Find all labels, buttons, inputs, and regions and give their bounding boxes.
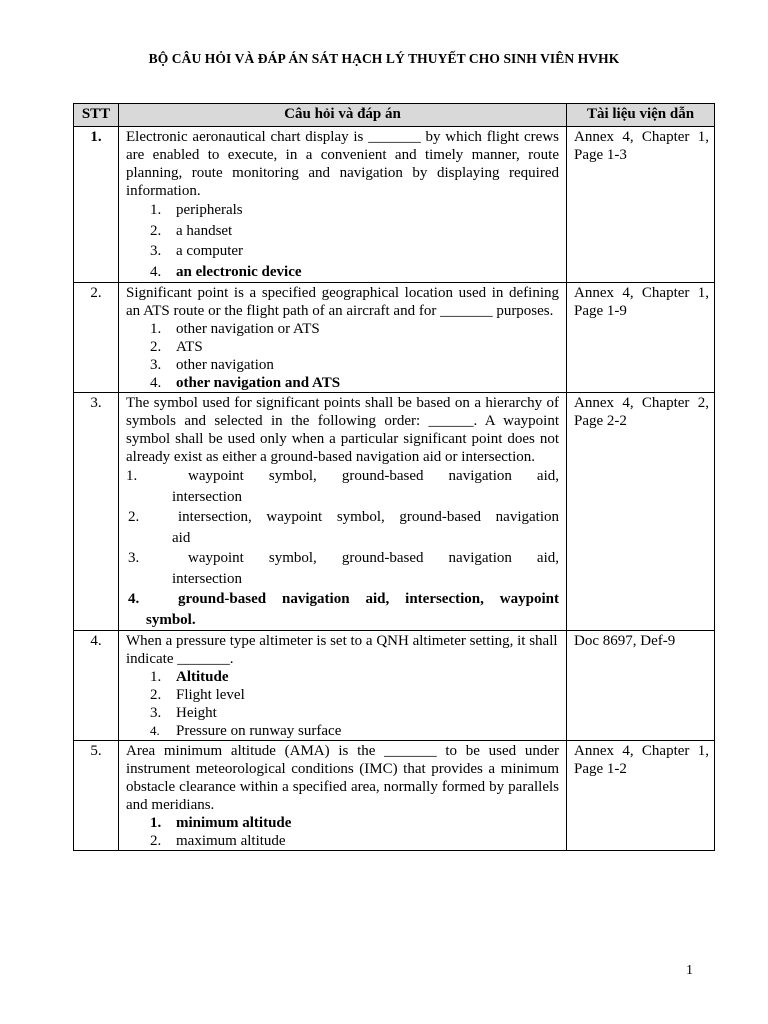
question-cell	[119, 283, 567, 393]
question-text: When a pressure type altimeter is set to a QNH altimeter setting, it shall indicate _______.	[126, 633, 558, 667]
answer-option: 2. a handset	[150, 222, 233, 239]
header-reference: Tài liệu viện dẫn	[567, 104, 715, 127]
row-number: 3.	[74, 393, 119, 631]
table-row	[74, 631, 715, 741]
question-table	[73, 103, 715, 851]
answer-option-correct: 1. minimum altitude	[150, 815, 292, 831]
table-header-row	[74, 104, 715, 127]
document-title: BỘ CÂU HỎI VÀ ĐÁP ÁN SÁT HẠCH LÝ THUYẾT CHO SINH VIÊN HVHK	[148, 51, 620, 66]
answer-option: 4. Pressure on runway surface	[150, 723, 342, 739]
row-number: 4.	[74, 631, 119, 741]
answer-option: 2. intersection, waypoint symbol, ground-based navigation aid	[128, 509, 559, 546]
table-row	[74, 283, 715, 393]
answer-option-correct: 4. ground-based navigation aid, intersection, waypoint symbol.	[128, 591, 559, 628]
answer-option: 1. peripherals	[150, 202, 243, 218]
answer-option: 2. ATS	[150, 339, 203, 355]
answer-option: 1. waypoint symbol, ground-based navigation aid, intersection	[126, 468, 559, 505]
reference-cell	[567, 393, 715, 631]
reference-cell	[567, 283, 715, 393]
answer-options	[126, 466, 559, 630]
answer-option: 2. maximum altitude	[150, 833, 286, 849]
question-text: The symbol used for significant points shall be based on a hierarchy of symbols and selected in the following order: ______. A waypoint symbol shall be used only when a particular significant point does not already exist as either a ground-based navigation aid or intersection.	[126, 395, 559, 465]
row-number: 5.	[74, 741, 119, 851]
reference-text: Annex 4, Chapter 1, Page 1-9	[574, 285, 709, 319]
answer-options	[126, 200, 559, 282]
question-text: Significant point is a specified geographical location used in defining an ATS route or the flight path of an aircraft and for _______ purposes.	[126, 285, 559, 319]
answer-option-correct: 4. an electronic device	[150, 263, 302, 280]
answer-option: 2. Flight level	[150, 687, 245, 703]
table-row	[74, 393, 715, 631]
reference-text: Annex 4, Chapter 2, Page 2-2	[574, 395, 709, 429]
question-cell	[119, 393, 567, 631]
table-row	[74, 741, 715, 851]
header-stt: STT	[74, 104, 119, 127]
question-cell	[119, 631, 567, 741]
row-number: 1.	[74, 127, 119, 283]
row-number: 2.	[74, 283, 119, 393]
answer-option-correct: 4. other navigation and ATS	[150, 375, 341, 391]
reference-text: Doc 8697, Def-9	[574, 633, 676, 649]
question-cell	[119, 741, 567, 851]
answer-option: 3. other navigation	[150, 357, 274, 373]
answer-option: 3. waypoint symbol, ground-based navigation aid, intersection	[128, 550, 559, 587]
answer-option: 1. other navigation or ATS	[150, 321, 320, 337]
reference-cell	[567, 741, 715, 851]
reference-text: Annex 4, Chapter 1, Page 1-3	[574, 129, 709, 163]
question-text: Area minimum altitude (AMA) is the _______ to be used under instrument meteorological conditions (IMC) that provides a minimum obstacle clearance within a specified area, normally formed by parallels and meridians.	[126, 743, 559, 813]
reference-text: Annex 4, Chapter 1, Page 1-2	[574, 743, 709, 777]
answer-options	[126, 814, 559, 850]
table-row	[74, 127, 715, 283]
question-cell	[119, 127, 567, 283]
reference-cell	[567, 127, 715, 283]
answer-options	[126, 320, 559, 392]
header-question: Câu hỏi và đáp án	[119, 104, 567, 127]
page-number: 1	[686, 963, 693, 978]
answer-option: 3. a computer	[150, 243, 244, 259]
answer-options	[126, 668, 559, 740]
question-text: Electronic aeronautical chart display is _______ by which flight crews are enabled to execute, in a convenient and timely manner, route planning, route monitoring and navigation by displaying required information.	[126, 129, 559, 199]
answer-option: 3. Height	[150, 705, 217, 721]
answer-option-correct: 1. Altitude	[150, 669, 229, 685]
reference-cell	[567, 631, 715, 741]
